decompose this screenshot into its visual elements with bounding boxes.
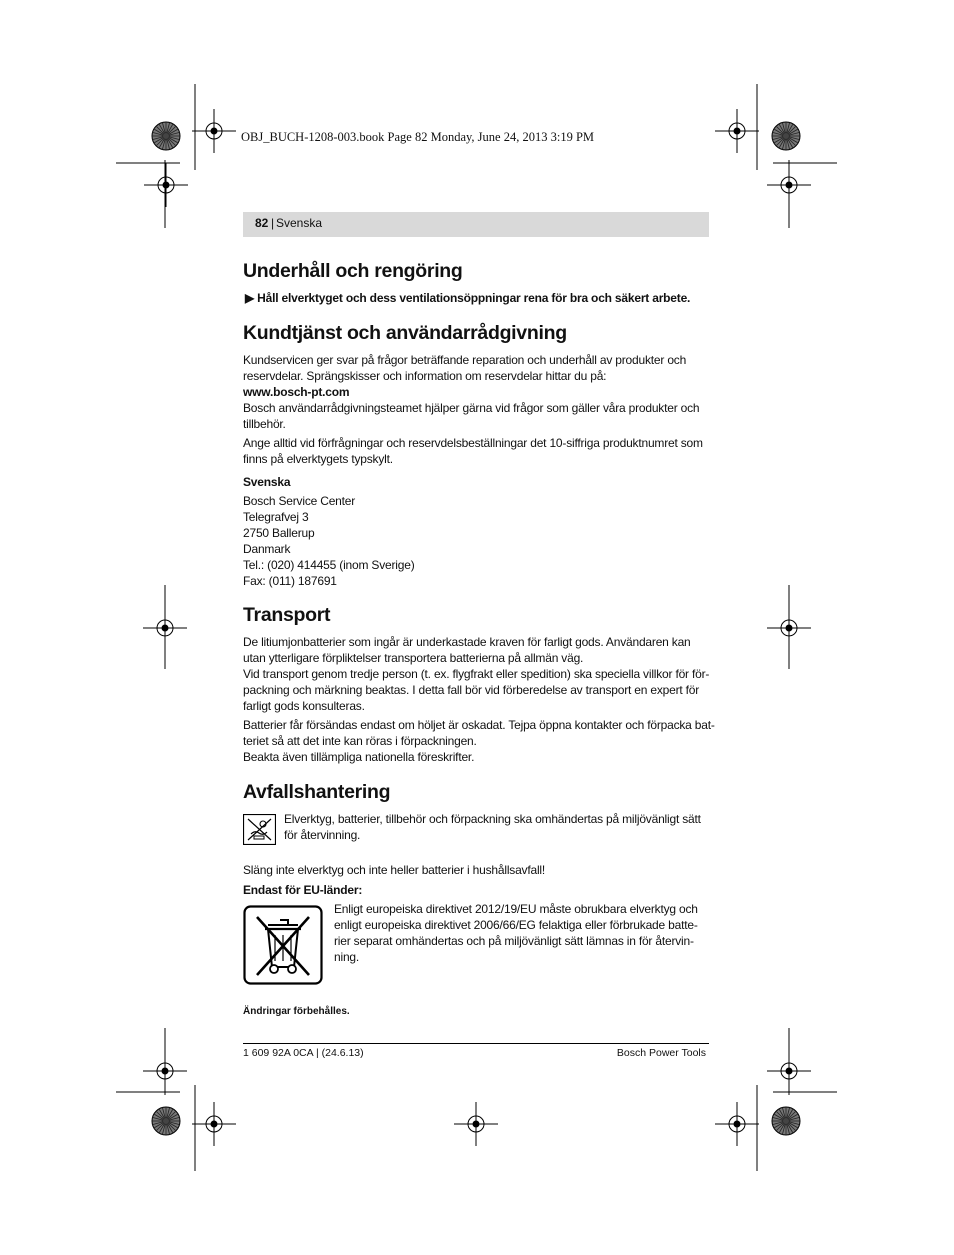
bullet-arrow-icon: ▶ [245,291,255,305]
crosshair-target-icon [192,109,236,153]
transport-paragraph-1: De litiumjonbatterier som ingår är underkastade kraven för farligt gods. Användaren kan utan ytterligare förpliktelser transportera batterierna på allmän väg. Vid transport genom tredje person (t. ex. flygfrakt eller spedition) ska speciella villkor för för- packning och märkning beaktas. I detta fall bör vid förberedelse av transport en expert för farligt gods konsulteras. [243,635,710,713]
crosshair-target-icon [767,1049,811,1093]
service-url: www.bosch-pt.com [243,385,350,399]
crosshair-target-icon [767,163,811,207]
disposal-eu-text: Enligt europeiska direktivet 2012/19/EU måste obrukbara elverktyg och enligt europeiska direktivet 2006/66/EG felaktiga eller förbrukade batte- rier separat omhändertas och på miljövänligt sätt lämnas in för återvin- ning. [334,902,698,964]
page-header [243,212,709,237]
footer-left: 1 609 92A 0CA | (24.6.13) [243,1047,364,1059]
disposal-eu-label: Endast för EU-länder: [243,883,363,897]
changes-reserved: Ändringar förbehålles. [243,1006,350,1017]
color-rosette-icon [772,122,800,150]
page-number: 82 [255,216,269,230]
crosshair-target-icon [767,606,811,650]
footer-rule [243,1043,709,1044]
color-rosette-icon [772,1107,800,1135]
crosshair-target-icon [143,1049,187,1093]
crosshair-target-icon [192,1102,236,1146]
maintenance-bullet-text: Håll elverktyget och dess ventilationsöppningar rena för bra och säkert arbete. [257,291,691,305]
disposal-recycle-text: Elverktyg, batterier, tillbehör och förpackning ska omhändertas på miljövänligt sätt för återvinning. [284,812,701,842]
service-address: Svenska Bosch Service Center Telegrafvej 3 2750 Ballerup Danmark Tel.: (020) 414455 (inom Sverige) Fax: (011) 187691 [243,474,711,589]
crosshair-target-icon [715,109,759,153]
maintenance-bullet [245,291,690,305]
crossed-bin-weee-icon [243,905,323,985]
disposal-household: Släng inte elverktyg och inte heller batterier i hushållsavfall! [243,863,546,877]
crosshair-target-icon [715,1102,759,1146]
heading-disposal: Avfallshantering [243,781,391,803]
transport-paragraph-2: Batterier får försändas endast om höljet är oskadat. Tejpa öppna kontakter och förpacka bat- teriet så att det inte kan röras i förpackningen. Beakta även tillämpliga nationella föreskrifter. [243,718,715,764]
color-rosette-icon [152,1107,180,1135]
header-language: Svenska [276,216,323,230]
color-rosette-icon [152,122,180,150]
service-country: Svenska [243,475,291,489]
heading-maintenance: Underhåll och rengöring [243,260,463,282]
header-separator: | [271,216,275,230]
service-paragraph-2: Ange alltid vid förfrågningar och reservdelsbeställningar det 10-siffriga produktnumret som finns på elverktygets typskylt. [243,436,703,466]
crosshair-target-icon [144,163,188,207]
crosshair-target-icon [143,606,187,650]
service-paragraph-1: Kundservicen ger svar på frågor beträffande reparation och underhåll av produkter och reservdelar. Sprängskisser och information om reservdelar hittar du på: www.bosch-pt.com Bosch användarrådgivningsteamet hjälper gärna vid frågor som gäller våra produkter och tillbehör. [243,352,711,432]
heading-transport: Transport [243,604,331,626]
recycling-tools-icon [243,814,276,845]
crosshair-target-icon [454,1102,498,1146]
footer-right: Bosch Power Tools [616,1047,706,1059]
heading-service: Kundtjänst och användarrådgivning [243,322,567,344]
print-slug: OBJ_BUCH-1208-003.book Page 82 Monday, June 24, 2013 3:19 PM [241,130,595,144]
